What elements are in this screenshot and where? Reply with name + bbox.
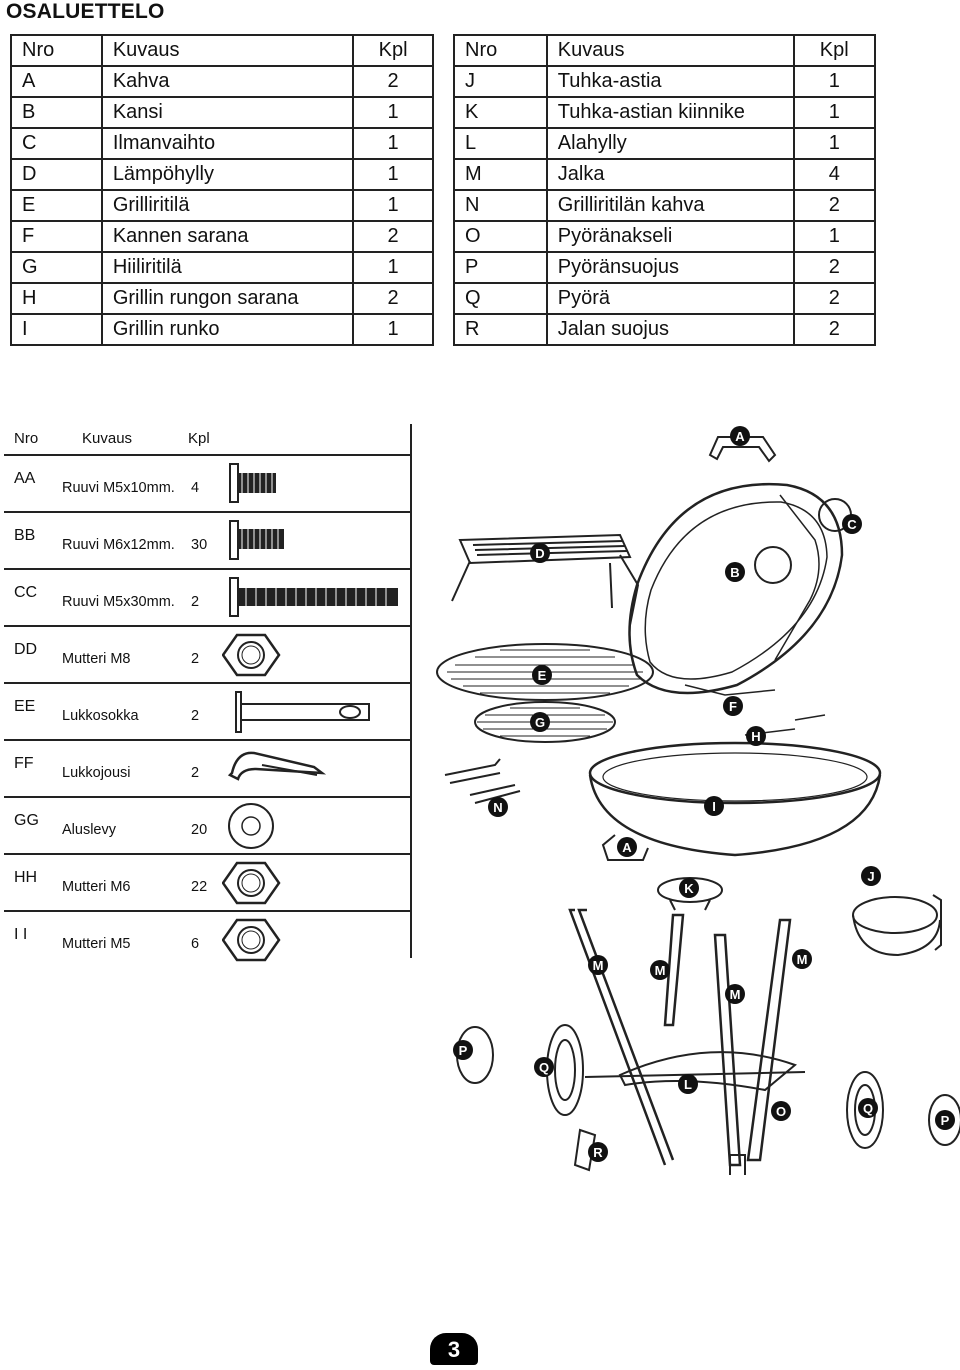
hardware-row	[4, 513, 410, 570]
cell-kuvaus: Alahylly	[547, 128, 794, 159]
hardware-table-header	[4, 424, 410, 456]
cell-kpl: 1	[353, 97, 433, 128]
hardware-qty: 2	[191, 651, 200, 667]
cell-nro: G	[11, 252, 102, 283]
hardware-row	[4, 798, 410, 855]
diagram-label-l	[678, 1074, 698, 1094]
axle-part	[585, 1072, 805, 1077]
cell-nro: I	[11, 314, 102, 345]
diagram-label-o	[771, 1101, 791, 1121]
table-row	[454, 97, 875, 128]
table-row	[11, 159, 433, 190]
cell-kpl: 2	[353, 283, 433, 314]
hardware-qty: 2	[191, 765, 200, 781]
table-row	[11, 283, 433, 314]
diagram-label-n	[488, 797, 508, 817]
cell-kuvaus: Pyöränsuojus	[547, 252, 794, 283]
cell-nro: N	[454, 190, 547, 221]
cell-kpl: Kpl	[353, 35, 433, 66]
table-row	[454, 283, 875, 314]
diagram-label-f	[723, 696, 743, 716]
diagram-label-text: L	[684, 1077, 692, 1092]
diagram-label-m	[650, 960, 670, 980]
hardware-row	[4, 855, 410, 912]
cell-kpl: 1	[794, 97, 876, 128]
hardware-qty: 4	[191, 480, 200, 496]
cell-kuvaus: Kuvaus	[102, 35, 353, 66]
hardware-row	[4, 741, 410, 798]
cell-nro: K	[454, 97, 547, 128]
cell-kuvaus: Pyörä	[547, 283, 794, 314]
diagram-label-text: A	[735, 429, 745, 444]
diagram-label-e	[532, 665, 552, 685]
table-header-row	[454, 35, 875, 66]
hardware-nro: BB	[14, 527, 36, 544]
diagram-label-text: Q	[862, 1101, 874, 1116]
diagram-label-k	[679, 878, 699, 898]
hardware-header-kpl: Kpl	[188, 430, 210, 447]
hardware-desc: Ruuvi M6x12mm.	[62, 537, 175, 553]
diagram-label-b	[725, 562, 745, 582]
cell-kpl: 1	[353, 128, 433, 159]
cell-kuvaus: Hiiliritilä	[102, 252, 353, 283]
table-row	[454, 66, 875, 97]
diagram-label-text: M	[654, 963, 666, 978]
diagram-label-j	[861, 866, 881, 886]
diagram-label-text: R	[593, 1145, 603, 1160]
hardware-row	[4, 570, 410, 627]
cell-kuvaus: Kahva	[102, 66, 353, 97]
table-row	[454, 252, 875, 283]
hardware-nro: GG	[14, 812, 39, 829]
table-row	[454, 221, 875, 252]
hardware-desc: Mutteri M8	[62, 651, 131, 667]
cell-kuvaus: Pyöränakseli	[547, 221, 794, 252]
diagram-label-text: E	[537, 668, 547, 683]
hardware-desc: Lukkosokka	[62, 708, 139, 724]
hardware-nro: CC	[14, 584, 38, 601]
cell-kuvaus: Jalka	[547, 159, 794, 190]
cell-nro: E	[11, 190, 102, 221]
diagram-label-m	[792, 949, 812, 969]
cell-kuvaus: Tuhka-astia	[547, 66, 794, 97]
hardware-qty: 20	[191, 822, 208, 838]
cell-kpl: 1	[353, 314, 433, 345]
diagram-label-text: K	[684, 881, 694, 896]
hardware-desc: Lukkojousi	[62, 765, 131, 781]
diagram-label-m	[588, 955, 608, 975]
hardware-qty: 22	[191, 879, 208, 895]
hardware-row	[4, 456, 410, 513]
cell-kuvaus: Grillin runko	[102, 314, 353, 345]
diagram-label-d	[530, 543, 550, 563]
hardware-desc: Aluslevy	[62, 822, 116, 838]
cell-nro: B	[11, 97, 102, 128]
page-number: 3	[430, 1333, 478, 1365]
diagram-label-q	[534, 1057, 554, 1077]
cell-kuvaus: Grilliritilä	[102, 190, 353, 221]
lid-part	[630, 484, 852, 695]
cell-nro: F	[11, 221, 102, 252]
diagram-label-text: A	[622, 840, 632, 855]
cell-nro: M	[454, 159, 547, 190]
cell-nro: R	[454, 314, 547, 345]
cell-kpl: 1	[794, 221, 876, 252]
diagram-label-text: F	[729, 699, 737, 714]
cell-nro: L	[454, 128, 547, 159]
table-row	[454, 159, 875, 190]
cell-kpl: 1	[353, 190, 433, 221]
diagram-label-text: C	[847, 517, 857, 532]
diagram-labels	[453, 426, 955, 1162]
cell-nro: Q	[454, 283, 547, 314]
table-row	[11, 190, 433, 221]
page-title: OSALUETTELO	[6, 0, 165, 23]
table-row	[454, 314, 875, 345]
diagram-label-text: M	[729, 987, 741, 1002]
cell-nro: D	[11, 159, 102, 190]
hardware-nro: I I	[14, 926, 28, 943]
diagram-label-p	[453, 1040, 473, 1060]
cell-kuvaus: Kannen sarana	[102, 221, 353, 252]
hardware-qty: 30	[191, 537, 208, 553]
diagram-label-text: G	[534, 715, 546, 730]
hardware-desc: Mutteri M6	[62, 879, 131, 895]
table-header-row	[11, 35, 433, 66]
cell-kpl: 2	[794, 314, 876, 345]
cell-kuvaus: Jalan suojus	[547, 314, 794, 345]
leg-parts	[570, 910, 790, 1165]
diagram-label-text: J	[867, 869, 875, 884]
diagram-label-q	[858, 1098, 878, 1118]
cell-kpl: 2	[794, 252, 876, 283]
table-row	[454, 128, 875, 159]
hardware-nro: FF	[14, 755, 34, 772]
cell-kpl: 4	[794, 159, 876, 190]
cell-kpl: 2	[794, 190, 876, 221]
hardware-header-nro: Nro	[14, 430, 39, 447]
exploded-assembly-diagram	[415, 415, 960, 1175]
parts-table-right	[453, 34, 876, 346]
cell-kpl: 1	[353, 252, 433, 283]
hardware-row	[4, 684, 410, 741]
grill-bowl-part	[590, 715, 880, 860]
table-row	[11, 314, 433, 345]
grate-handle-part	[445, 759, 520, 803]
cell-kpl: 1	[794, 66, 876, 97]
hardware-header-kuvaus: Kuvaus	[82, 430, 133, 447]
diagram-label-g	[530, 712, 550, 732]
cell-kuvaus: Kansi	[102, 97, 353, 128]
hardware-table-border	[410, 424, 412, 958]
hardware-nro: DD	[14, 641, 38, 658]
cell-kpl: 2	[353, 221, 433, 252]
cell-kpl: 2	[794, 283, 876, 314]
hardware-qty: 2	[191, 594, 200, 610]
cell-kpl: 1	[794, 128, 876, 159]
table-row	[11, 252, 433, 283]
diagram-label-text: Q	[538, 1060, 550, 1075]
cell-kuvaus: Ilmanvaihto	[102, 128, 353, 159]
hardware-desc: Ruuvi M5x10mm.	[62, 480, 175, 496]
diagram-label-r	[588, 1142, 608, 1162]
diagram-label-text: M	[592, 958, 604, 973]
table-row	[11, 128, 433, 159]
hardware-row	[4, 912, 410, 967]
cell-nro: Nro	[11, 35, 102, 66]
table-row	[11, 221, 433, 252]
cell-nro: C	[11, 128, 102, 159]
cell-kuvaus: Kuvaus	[547, 35, 794, 66]
diagram-label-text: M	[796, 952, 808, 967]
cell-nro: J	[454, 66, 547, 97]
cell-kpl: 1	[353, 159, 433, 190]
cell-kuvaus: Lämpöhylly	[102, 159, 353, 190]
diagram-label-a	[617, 837, 637, 857]
hardware-table	[4, 424, 410, 967]
diagram-label-text: B	[730, 565, 740, 580]
diagram-label-c	[842, 514, 862, 534]
diagram-label-text: P	[458, 1043, 468, 1058]
hardware-row	[4, 627, 410, 684]
table-row	[454, 190, 875, 221]
cell-kuvaus: Tuhka-astian kiinnike	[547, 97, 794, 128]
cell-nro: P	[454, 252, 547, 283]
diagram-label-text: O	[775, 1104, 787, 1119]
hardware-nro: HH	[14, 869, 38, 886]
cell-kpl: 2	[353, 66, 433, 97]
cell-kpl: Kpl	[794, 35, 876, 66]
cell-kuvaus: Grilliritilän kahva	[547, 190, 794, 221]
diagram-label-text: P	[940, 1113, 950, 1128]
table-row	[11, 66, 433, 97]
cell-nro: Nro	[454, 35, 547, 66]
cell-nro: H	[11, 283, 102, 314]
hardware-qty: 2	[191, 708, 200, 724]
hardware-nro: EE	[14, 698, 36, 715]
diagram-label-text: I	[712, 799, 716, 814]
cell-kuvaus: Grillin rungon sarana	[102, 283, 353, 314]
table-row	[11, 97, 433, 128]
parts-table-left	[10, 34, 434, 346]
hardware-qty: 6	[191, 936, 200, 952]
hardware-desc: Mutteri M5	[62, 936, 131, 952]
wheel-part	[547, 1025, 883, 1148]
diagram-label-text: H	[751, 729, 761, 744]
diagram-label-a	[730, 426, 750, 446]
hardware-nro: AA	[14, 470, 36, 487]
cell-nro: A	[11, 66, 102, 97]
diagram-label-i	[704, 796, 724, 816]
ash-pan-part	[853, 895, 941, 955]
diagram-label-text: N	[493, 800, 503, 815]
cell-nro: O	[454, 221, 547, 252]
diagram-label-m	[725, 984, 745, 1004]
hardware-desc: Ruuvi M5x30mm.	[62, 594, 175, 610]
diagram-label-text: D	[535, 546, 545, 561]
diagram-label-h	[746, 726, 766, 746]
diagram-label-p	[935, 1110, 955, 1130]
